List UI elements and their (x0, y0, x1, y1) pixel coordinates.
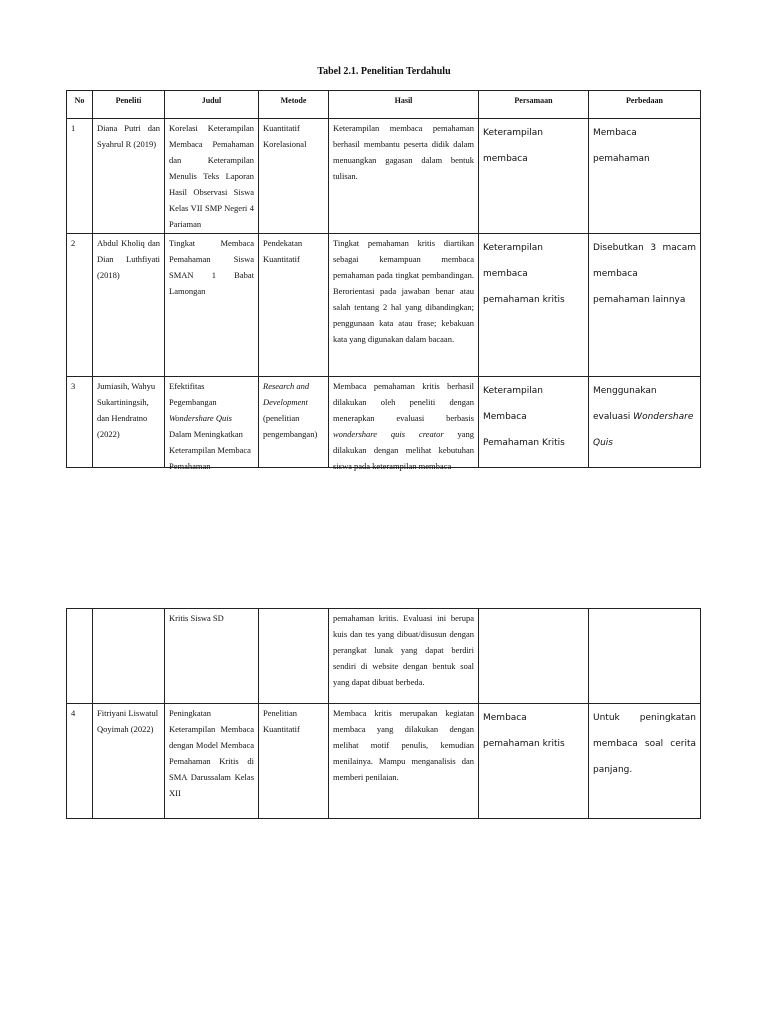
perbedaan-text: Menggunakan evaluasi (593, 386, 657, 422)
cell-peneliti: Diana Putri dan Syahrul R (2019) (93, 119, 165, 234)
hasil-text-italic: wondershare quis creator (333, 429, 444, 439)
cell-judul: Peningkatan Keterampilan Membaca dengan Model Membaca Pemahaman Kritis di SMA Darussalam Kelas XII (165, 704, 259, 819)
cell-judul (165, 377, 259, 471)
header-metode: Metode (259, 91, 329, 119)
cell-perbedaan (589, 377, 701, 468)
cell-no: 2 (67, 234, 93, 377)
hasil-text-2: yang dilakukan dengan melihat kebutuhan siswa pada keterampilan membaca (333, 429, 475, 471)
cell-no: 1 (67, 119, 93, 234)
metode-text-italic: Research and Development (263, 381, 310, 407)
cell-judul: Tingkat Membaca Pemahaman Siswa SMAN 1 Babat Lamongan (165, 234, 259, 377)
header-hasil: Hasil (329, 91, 479, 119)
cell-judul: Kritis Siswa SD (165, 609, 259, 704)
research-table-part-2 (66, 608, 701, 819)
table-row (67, 119, 701, 234)
cell-persamaan: Membaca pemahaman kritis (479, 704, 589, 819)
cell-persamaan: Keterampilan Membaca Pemahaman Kritis (479, 377, 589, 468)
cell-metode: Penelitian Kuantitatif (259, 704, 329, 819)
header-judul: Judul (165, 91, 259, 119)
table-row (67, 234, 701, 377)
header-no: No (67, 91, 93, 119)
cell-peneliti: Abdul Kholiq dan Dian Luthfiyati (2018) (93, 234, 165, 377)
cell-metode: Pendekatan Kuantitatif (259, 234, 329, 377)
cell-hasil: Membaca kritis merupakan kegiatan membaca yang dilakukan dengan melihat motif penulis, kemudian menilainya. Mampu menganalisis dan memberi penilaian. (329, 704, 479, 819)
table-row-continuation (67, 609, 701, 704)
cell-peneliti: Jumiasih, Wahyu Sukartiningsih, dan Hendratno (2022) (93, 377, 165, 468)
cell-no: 4 (67, 704, 93, 819)
judul-text-1: Efektifitas Pegembangan (169, 381, 217, 407)
cell-perbedaan: Membaca pemahaman (589, 119, 701, 234)
cell-persamaan: Keterampilan membaca pemahaman kritis (479, 234, 589, 377)
table-row (67, 377, 701, 468)
cell-perbedaan: Disebutkan 3 macam membaca pemahaman lainnya (589, 234, 701, 377)
header-persamaan: Persamaan (479, 91, 589, 119)
cell-no: 3 (67, 377, 93, 468)
header-perbedaan: Perbedaan (589, 91, 701, 119)
hasil-text-1: Membaca pemahaman kritis berhasil dilakukan oleh peneliti dengan menerapkan evaluasi berbasis (333, 381, 474, 423)
cell-hasil: Keterampilan membaca pemahaman berhasil membantu peserta didik dalam menuangkan gagasan dalam bentuk tulisan. (329, 119, 479, 234)
judul-text-2: Dalam Meningkatkan Keterampilan Membaca Pemahaman (169, 429, 251, 471)
research-table-part-1 (66, 90, 701, 471)
cell-hasil (329, 377, 479, 471)
table-header-row (67, 91, 701, 119)
cell-metode (259, 377, 329, 468)
cell-hasil: pemahaman kritis. Evaluasi ini berupa kuis dan tes yang dibuat/disusun dengan perangkat lunak yang dapat berdiri sendiri di website dengan bentuk soal yang dapat dibuat berbeda. (329, 609, 479, 704)
cell-hasil: Tingkat pemahaman kritis diartikan sebagai kemampuan membaca pemahaman pada tingkat pembandingan. Berorientasi pada jawaban benar atau salah tentang 2 hal yang dibandingkan; penggunaan kata atau frase; kebakuan kata yang digunakan dalam bacaan. (329, 234, 479, 377)
perbedaan-text-italic: Wondershare Quis (593, 412, 694, 448)
cell-peneliti: Fitriyani Liswatul Qoyimah (2022) (93, 704, 165, 819)
judul-text-italic: Wondershare Quis (169, 413, 232, 423)
metode-text: (penelitian pengembangan) (263, 413, 318, 439)
header-peneliti: Peneliti (93, 91, 165, 119)
table-row (67, 704, 701, 819)
cell-judul: Korelasi Keterampilan Membaca Pemahaman dan Keterampilan Menulis Teks Laporan Hasil Observasi Siswa Kelas VII SMP Negeri 4 Pariaman (165, 119, 259, 234)
cell-persamaan: Keterampilan membaca (479, 119, 589, 234)
cell-perbedaan: Untuk peningkatan membaca soal cerita panjang. (589, 704, 701, 819)
cell-metode: Kuantitatif Korelasional (259, 119, 329, 234)
table-title: Tabel 2.1. Penelitian Terdahulu (317, 66, 451, 77)
